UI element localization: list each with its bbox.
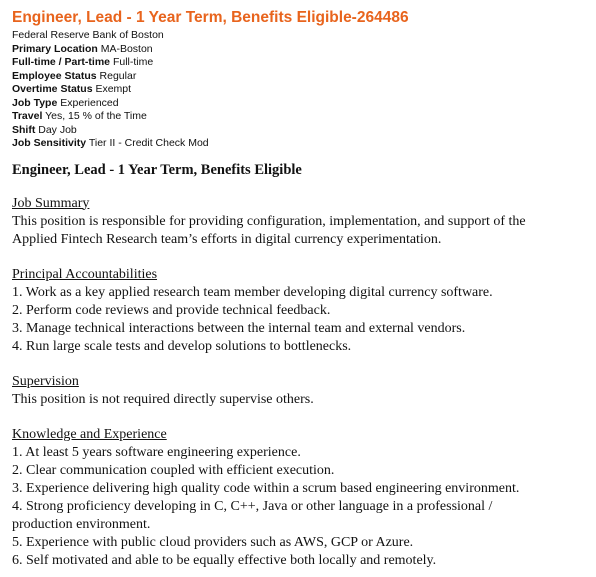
paragraph-line: Applied Fintech Research team’s efforts in digital currency experimentation. [12, 231, 442, 247]
detail-primary-location [12, 43, 590, 57]
description-headline: Engineer, Lead - 1 Year Term, Benefits Eligible [12, 161, 302, 178]
detail-value: Experienced [60, 96, 119, 109]
job-posting [12, 8, 590, 570]
detail-value: MA-Boston [100, 42, 153, 55]
list-item: 4. Strong proficiency developing in C, C++, Java or other language in a professional / [12, 498, 493, 514]
list-item: 2. Perform code reviews and provide technical feedback. [12, 302, 331, 318]
detail-label: Primary Location [12, 42, 98, 55]
detail-value: Full-time [112, 56, 154, 68]
job-summary-section [12, 195, 590, 249]
principal-accountabilities-section [12, 266, 590, 356]
knowledge-experience-section [12, 426, 590, 570]
detail-label: Job Sensitivity [12, 137, 87, 149]
detail-label: Job Type [12, 96, 58, 109]
list-item: 2. Clear communication coupled with efficient execution. [12, 462, 335, 478]
list-item: 4. Run large scale tests and develop solutions to bottlenecks. [12, 338, 352, 354]
detail-travel [12, 110, 590, 124]
detail-overtime-status [12, 83, 590, 97]
detail-value: Regular [99, 69, 137, 82]
detail-job-sensitivity [12, 137, 590, 151]
paragraph-line: This position is not required directly supervise others. [12, 391, 314, 407]
detail-value: Exempt [95, 83, 132, 95]
detail-value: Tier II - Credit Check Mod [88, 137, 209, 149]
list-item: 3. Manage technical interactions between the internal team and external vendors. [12, 320, 466, 336]
detail-value: Day Job [38, 123, 77, 136]
detail-job-type [12, 97, 590, 111]
detail-label: Employee Status [12, 69, 97, 82]
detail-label: Shift [12, 123, 36, 136]
detail-label: Full-time / Part-time [12, 56, 111, 68]
section-heading: Principal Accountabilities [12, 266, 158, 282]
section-heading: Job Summary [12, 195, 90, 211]
detail-full-part-time [12, 56, 590, 70]
list-item: production environment. [12, 516, 151, 532]
paragraph-line: This position is responsible for providing configuration, implementation, and support of the [12, 213, 526, 229]
detail-value: Yes, 15 % of the Time [45, 110, 147, 122]
detail-label: Overtime Status [12, 83, 93, 95]
detail-label: Travel [12, 110, 43, 122]
list-item: 5. Experience with public cloud providers such as AWS, GCP or Azure. [12, 534, 414, 550]
section-heading: Knowledge and Experience [12, 426, 167, 442]
section-heading: Supervision [12, 373, 79, 389]
detail-employee-status [12, 70, 590, 84]
list-item: 1. At least 5 years software engineering experience. [12, 444, 301, 460]
job-title: Engineer, Lead - 1 Year Term, Benefits Eligible-264486 [12, 9, 409, 26]
list-item: 1. Work as a key applied research team member developing digital currency software. [12, 284, 493, 300]
list-item: 3. Experience delivering high quality code within a scrum based engineering environment. [12, 480, 520, 496]
company-name: Federal Reserve Bank of Boston [12, 29, 164, 41]
detail-shift [12, 124, 590, 138]
supervision-section [12, 373, 590, 409]
list-item: 6. Self motivated and able to be equally effective both locally and remotely. [12, 552, 437, 568]
